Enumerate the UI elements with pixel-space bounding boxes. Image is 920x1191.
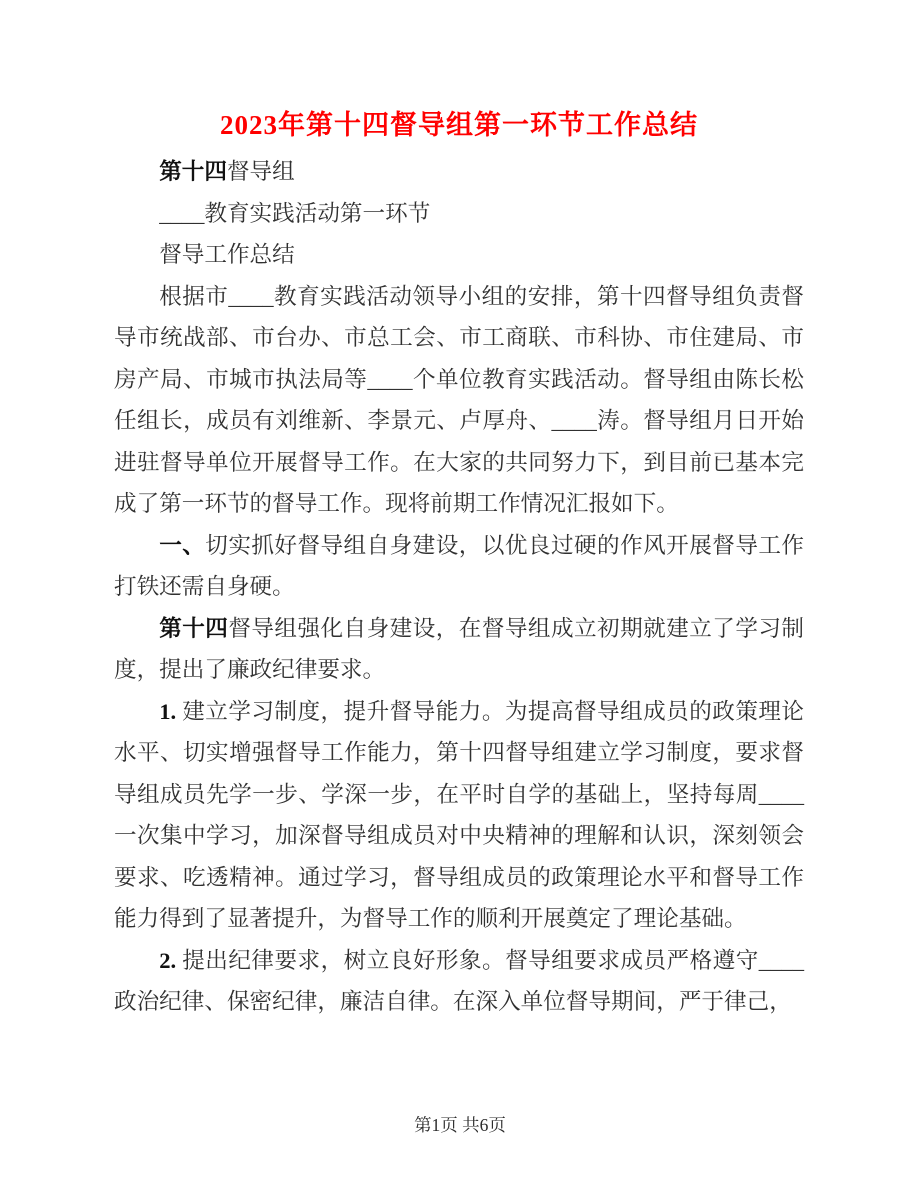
paragraph xyxy=(114,525,804,608)
text-run: 切实抓好督导组自身建设，以优良过硬的作风开展督导工作打铁还需自身硬。 xyxy=(114,532,805,599)
bold-run: 第十四 xyxy=(159,159,227,184)
document-title: 2023年第十四督导组第一环节工作总结 xyxy=(220,110,698,140)
page-number: 第1页 共6页 xyxy=(414,1115,506,1135)
paragraph xyxy=(114,234,804,276)
bold-run: 2. xyxy=(159,947,183,973)
text-run: 督导工作总结 xyxy=(159,242,295,267)
text-run: 督导组 xyxy=(226,159,295,184)
paragraph xyxy=(114,608,804,691)
text-run: ____教育实践活动第一环节 xyxy=(159,200,431,226)
text-run: 提出纪律要求，树立良好形象。督导组要求成员严格遵守____政治纪律、保密纪律，廉洁自律。在深入单位督导期间，严于律己， xyxy=(114,947,804,1014)
paragraphs xyxy=(114,151,804,1023)
document-content xyxy=(114,0,804,1023)
paragraph xyxy=(114,151,804,193)
paragraph xyxy=(114,276,804,525)
paragraph xyxy=(114,193,804,235)
bold-run: 第十四 xyxy=(159,615,229,641)
bold-run: 一、 xyxy=(159,532,206,558)
text-run: 督导组强化自身建设，在督导组成立初期就建立了学习制度，提出了廉政纪律要求。 xyxy=(114,615,805,682)
paragraph xyxy=(114,691,804,940)
bold-run: 1. xyxy=(159,698,183,724)
text-run: 根据市____教育实践活动领导小组的安排，第十四督导组负责督导市统战部、市台办、市总工会、市工商联、市科协、市住建局、市房产局、市城市执法局等____个单位教育实践活动。督导组由陈长松任组长，成员有刘维新、李景元、卢厚舟、____涛。督导组月日开始进驻督导单位开展督导工作。在大家的共同努力下，到目前已基本完成了第一环节的督导工作。现将前期工作情况汇报如下。 xyxy=(114,283,804,516)
paragraph xyxy=(114,940,804,1023)
text-run: 建立学习制度，提升督导能力。为提高督导组成员的政策理论水平、切实增强督导工作能力，第十四督导组建立学习制度，要求督导组成员先学一步、学深一步，在平时自学的基础上，坚持每周____一次集中学习，加深督导组成员对中央精神的理解和认识，深刻领会要求、吃透精神。通过学习，督导组成员的政策理论水平和督导工作能力得到了显著提升，为督导工作的顺利开展奠定了理论基础。 xyxy=(114,698,805,931)
